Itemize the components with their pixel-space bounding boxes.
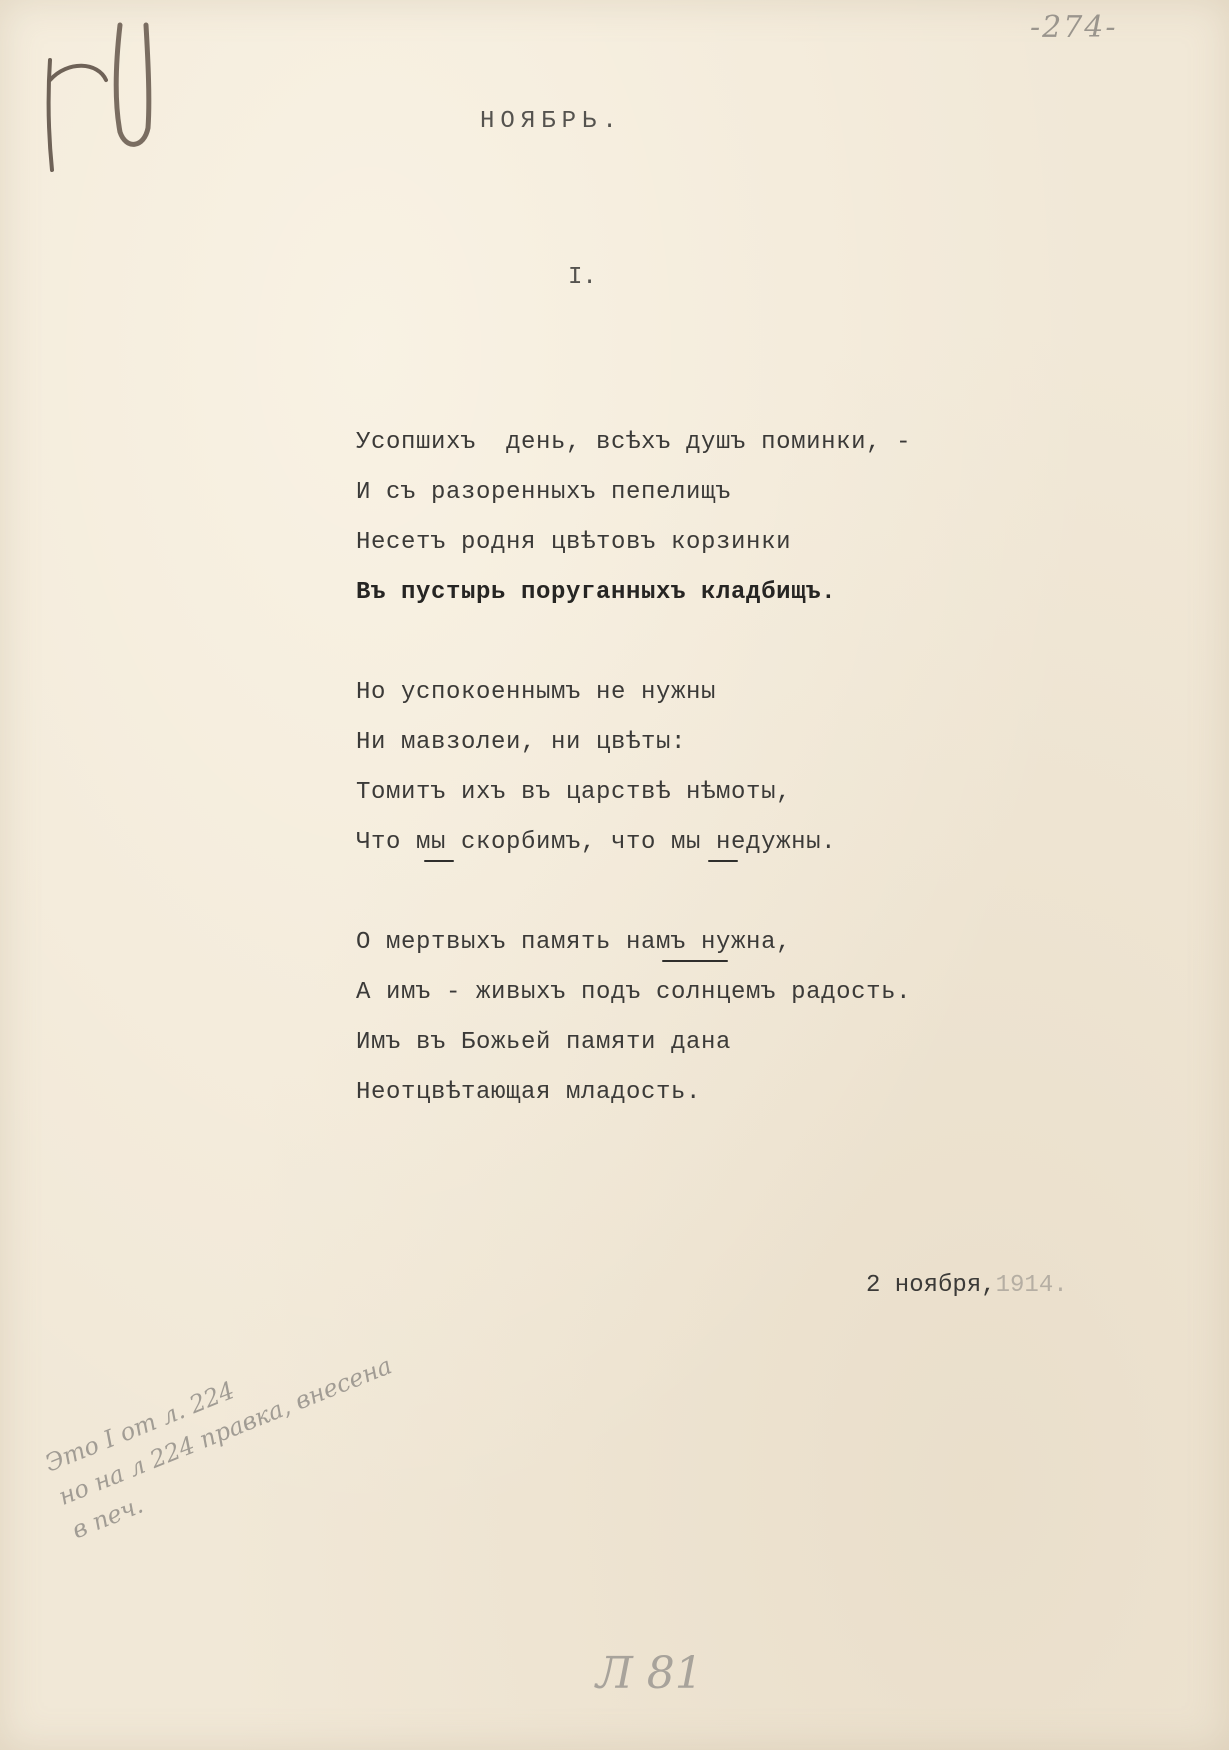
handwritten-page-number: -274- [1030,10,1118,45]
poem-line: Томитъ ихъ въ царствѣ нѣмоты, [356,779,792,806]
poem-line: Несетъ родня цвѣтовъ корзинки [356,529,792,556]
poem-line: О мертвыхъ память намъ нужна, [356,929,792,956]
section-number: I. [568,264,597,291]
handwritten-ink-mark [28,20,158,180]
poem-title: НОЯБРЬ. [480,108,623,135]
date-year-faint: 1914. [995,1272,1068,1299]
poem-line: Имъ въ Божьей памяти дана [356,1029,732,1056]
handwritten-bottom-mark: Л 81 [596,1648,703,1699]
stanza-1 [356,418,911,618]
poem-line: Ни мавзолеи, ни цвѣты: [356,729,687,756]
poem-line: Усопшихъ день, всѣхъ душъ поминки, - [356,429,912,456]
underline-mark [708,860,738,862]
underline-mark [662,960,728,962]
handwritten-margin-note: Это I от л. 224 но на л 224 правка, внесена в печ. [41,1351,396,1545]
underline-mark [424,860,454,862]
date-text: 2 ноября, [866,1272,996,1299]
poem-line: А имъ - живыхъ подъ солнцемъ радость. [356,979,912,1006]
poem-line: Что мы скорбимъ, что мы недужны. [356,829,837,856]
poem-date [866,1272,1068,1299]
stanza-3 [356,918,911,1118]
poem-line: Но успокоеннымъ не нужны [356,679,717,706]
stanza-2 [356,668,836,868]
poem-line: Неотцвѣтающая младость. [356,1079,702,1106]
poem-line: И съ разоренныхъ пепелищъ [356,479,732,506]
poem-line: Въ пустырь поруганныхъ кладбищъ. [356,579,837,606]
